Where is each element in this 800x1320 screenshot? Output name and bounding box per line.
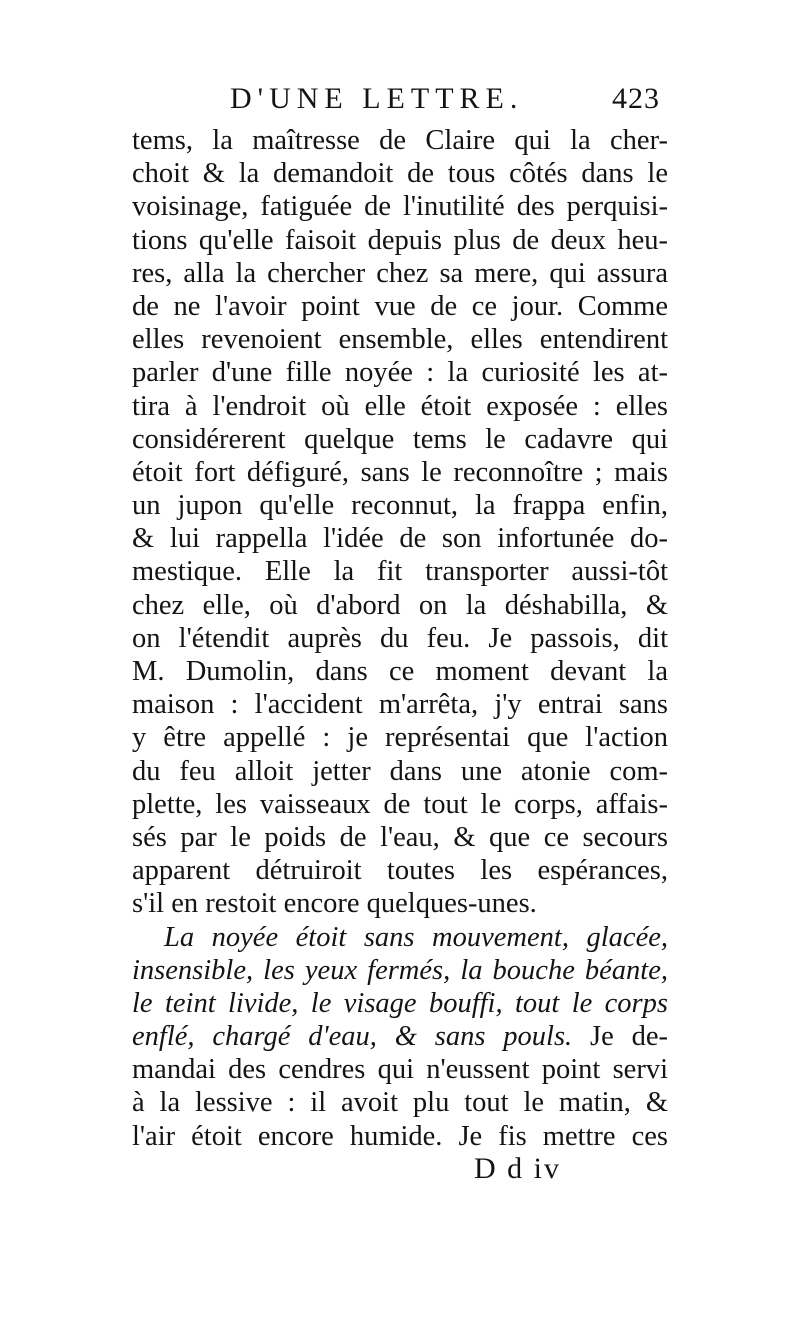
text-line: de ne l'avoir point vue de ce jour. Comme bbox=[132, 290, 668, 322]
body-text bbox=[132, 124, 668, 1153]
text-line: sés par le poids de l'eau, & que ce secours bbox=[132, 821, 668, 853]
text-line: on l'étendit auprès du feu. Je passois, dit bbox=[132, 622, 668, 654]
text-line: apparent détruiroit toutes les espérances, bbox=[132, 855, 668, 887]
running-title: D'UNE LETTRE. bbox=[230, 82, 524, 115]
text-line: du feu alloit jetter dans une atonie com- bbox=[132, 755, 668, 787]
text-line: La noyée étoit sans mouvement, glacée, bbox=[164, 921, 668, 953]
text-line: M. Dumolin, dans ce moment devant la bbox=[132, 656, 668, 687]
text-line: choit & la demandoit de tous côtés dans le bbox=[132, 158, 668, 190]
text-line: voisinage, fatiguée de l'inutilité des perquisi- bbox=[132, 191, 668, 223]
signature-mark: D d iv bbox=[474, 1152, 561, 1185]
text-line: s'il en restoit encore quelques-unes. bbox=[132, 888, 537, 920]
text-line: tems, la maîtresse de Claire qui la cher- bbox=[132, 125, 668, 156]
italic-segment: enflé, chargé d'eau, & sans pouls. bbox=[132, 1021, 573, 1053]
text-line: considérerent quelque tems le cadavre qui bbox=[132, 423, 668, 455]
text-line: & lui rappella l'idée de son infortunée do- bbox=[132, 523, 668, 555]
text-line: parler d'une fille noyée : la curiosité les at- bbox=[132, 357, 668, 389]
text-line: l'air étoit encore humide. Je fis mettre ces bbox=[132, 1120, 668, 1152]
text-line: le teint livide, le visage bouffi, tout le corps bbox=[132, 987, 668, 1019]
text-line: mestique. Elle la fit transporter aussi-tôt bbox=[132, 556, 668, 588]
text-line: res, alla la chercher chez sa mere, qui assura bbox=[132, 257, 668, 289]
running-header bbox=[230, 82, 660, 122]
text-line: plette, les vaisseaux de tout le corps, affais- bbox=[132, 788, 668, 820]
text-line: mandai des cendres qui n'eussent point servi bbox=[132, 1054, 668, 1086]
text-line: tira à l'endroit où elle étoit exposée : elles bbox=[132, 390, 668, 422]
text-line: maison : l'accident m'arrêta, j'y entrai sans bbox=[132, 689, 668, 721]
text-line: chez elle, où d'abord on la déshabilla, & bbox=[132, 589, 668, 621]
text-line: elles revenoient ensemble, elles entendirent bbox=[132, 324, 668, 356]
text-line: un jupon qu'elle reconnut, la frappa enfin, bbox=[132, 490, 668, 522]
text-line bbox=[132, 1020, 668, 1053]
text-line: à la lessive : il avoit plu tout le matin, & bbox=[132, 1087, 668, 1119]
page-number: 423 bbox=[612, 82, 660, 115]
text-line: étoit fort défiguré, sans le reconnoître ; mais bbox=[132, 456, 668, 488]
text-line: tions qu'elle faisoit depuis plus de deux heu- bbox=[132, 224, 668, 256]
text-line: y être appellé : je représentai que l'action bbox=[132, 722, 668, 754]
text-line: insensible, les yeux fermés, la bouche béante, bbox=[132, 954, 668, 986]
roman-segment: Je de- bbox=[572, 1021, 668, 1053]
